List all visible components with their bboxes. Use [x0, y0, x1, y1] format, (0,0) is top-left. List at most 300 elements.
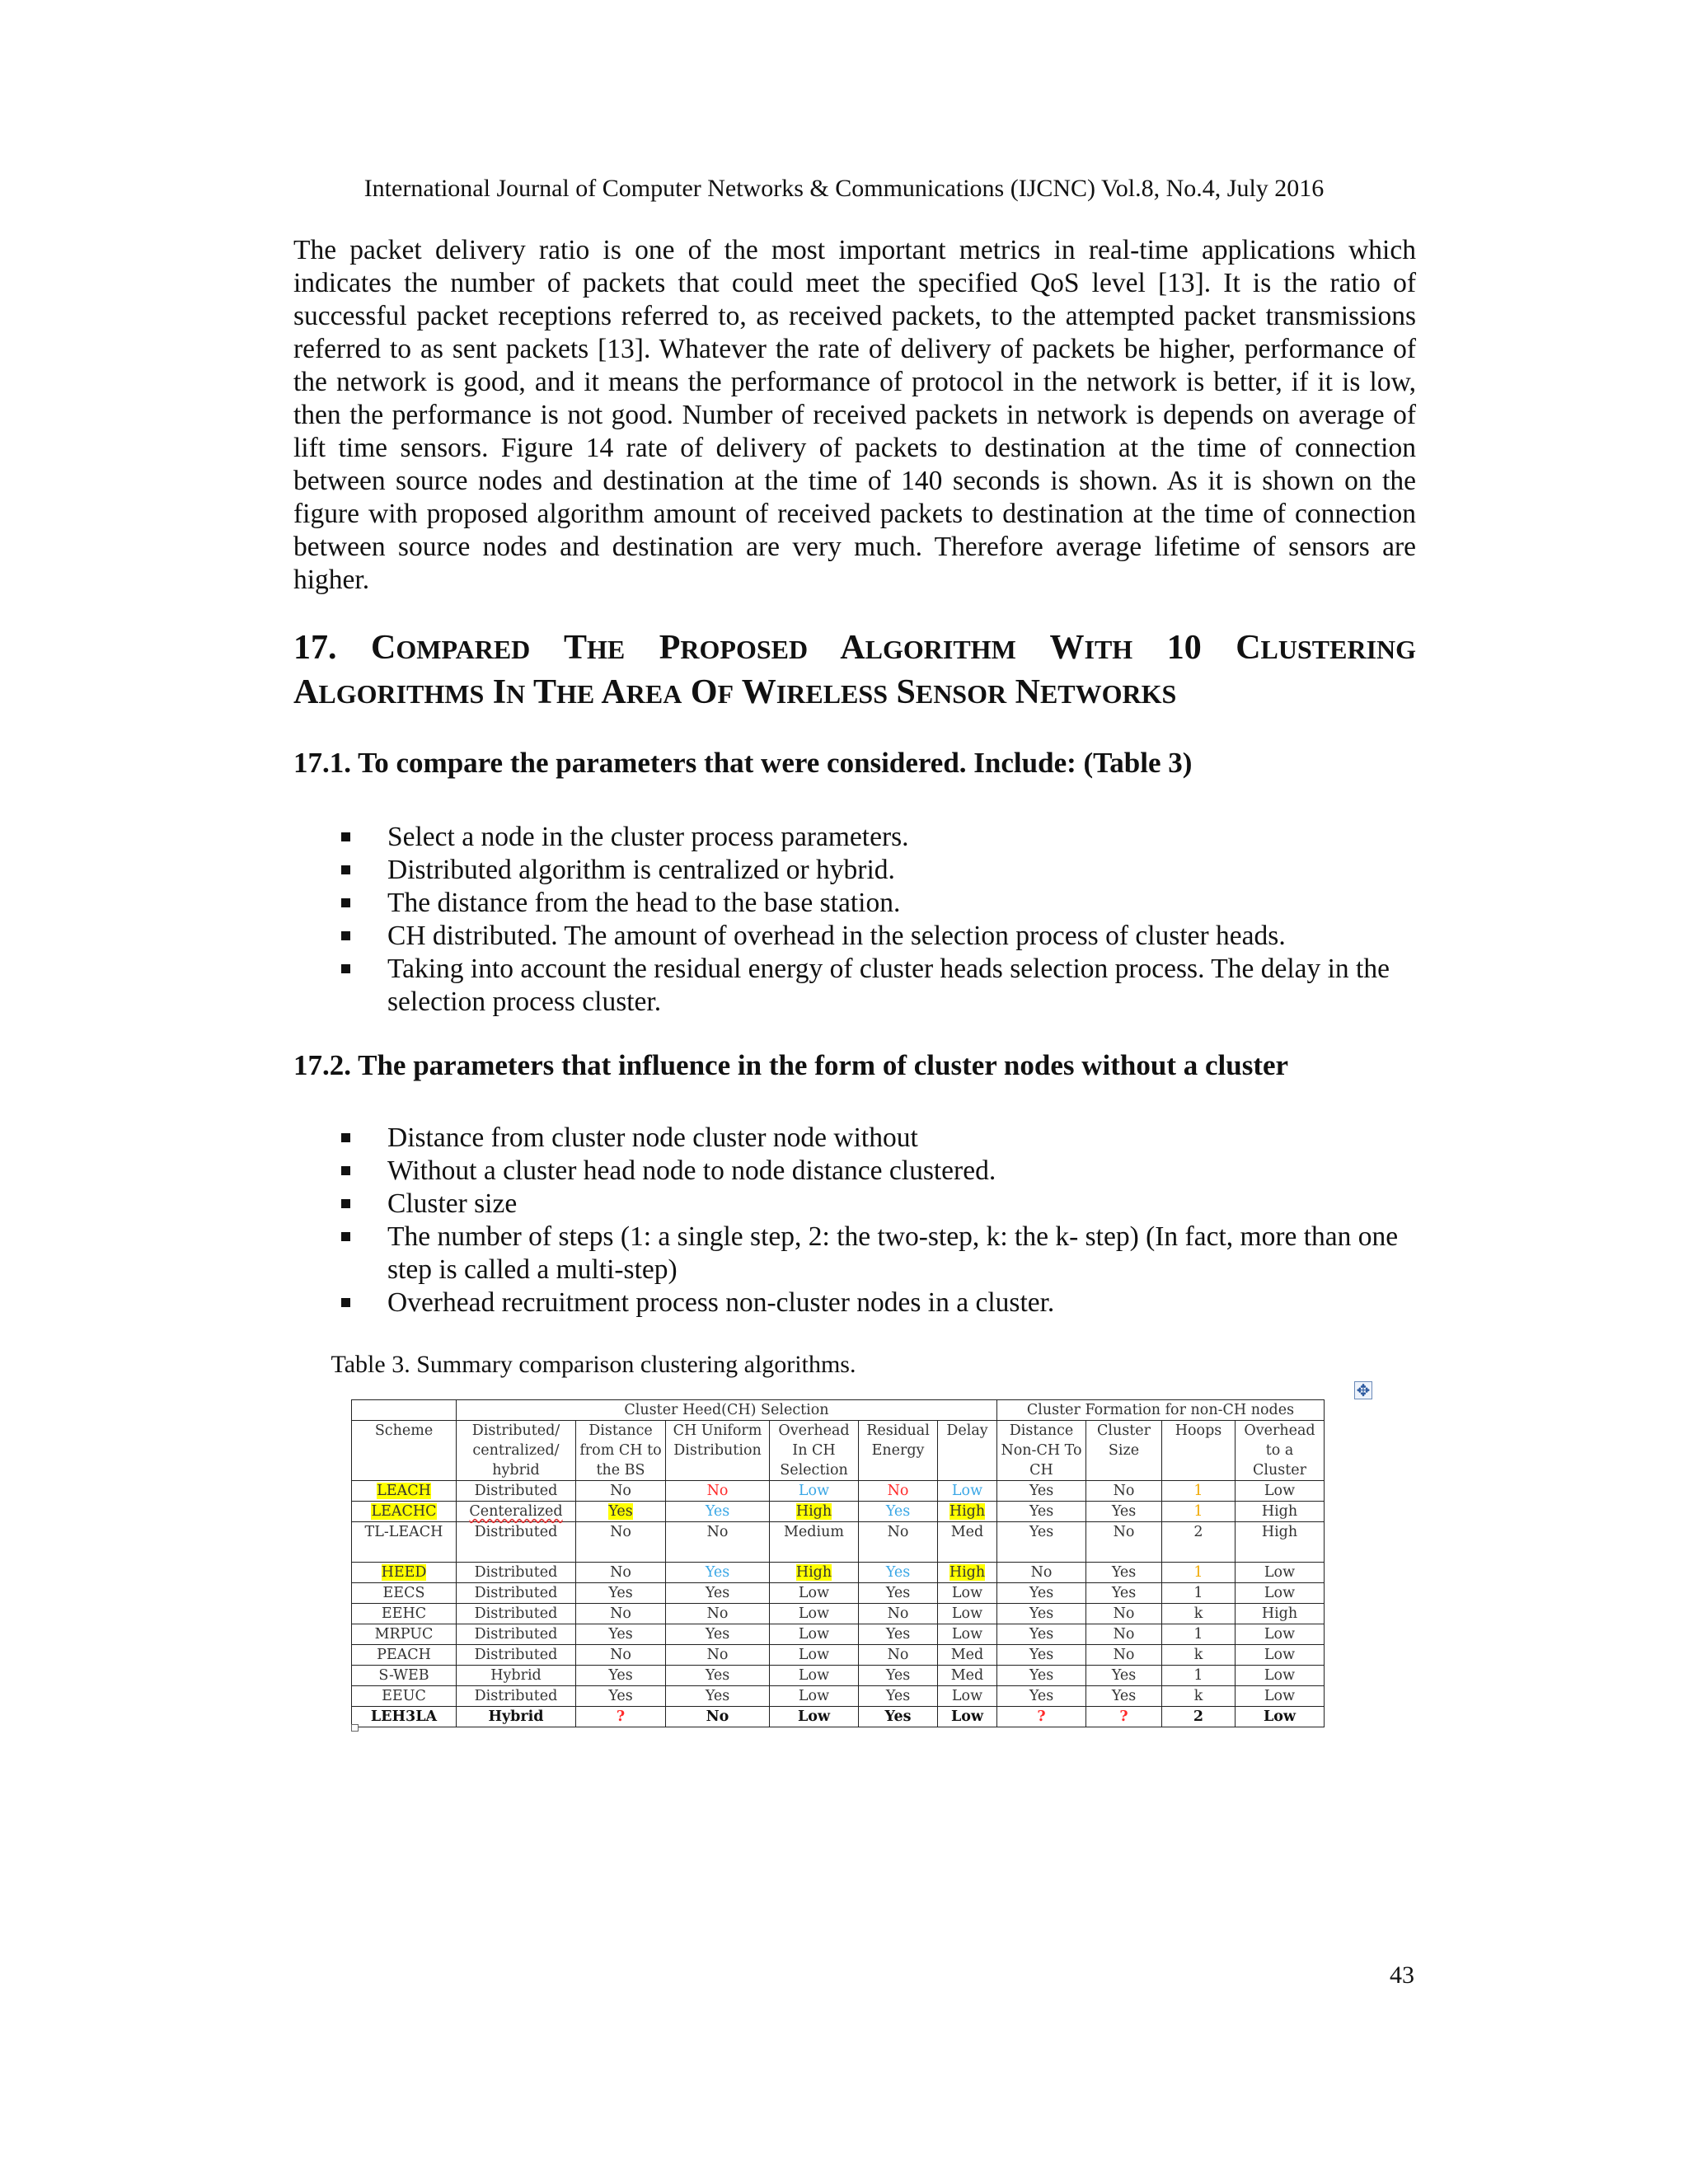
table-cell [938, 1563, 997, 1583]
cell-value: Yes [885, 1503, 911, 1520]
table-cell [576, 1583, 666, 1604]
running-header: International Journal of Computer Networks & Communications (IJCNC) Vol.8, No.4, July 2016 [363, 175, 1325, 202]
cell-value: No [1113, 1524, 1135, 1540]
table-cell [1086, 1686, 1162, 1707]
table-cell [938, 1707, 997, 1727]
cell-value: Low [951, 1605, 983, 1622]
table-cell [666, 1563, 770, 1583]
list-item: The number of steps (1: a single step, 2: the two-step, k: the k- step) (In fact, more than one step is called a multi-step) [293, 1221, 1431, 1286]
section-17-heading [293, 626, 1416, 715]
cell-value: Yes [885, 1585, 911, 1601]
cell-value: Low [1264, 1483, 1296, 1499]
cell-value: 1 [1193, 1626, 1203, 1643]
title-word: WITH [1049, 629, 1133, 667]
cell-value: ? [1119, 1708, 1128, 1725]
cell-value: Medium [784, 1524, 844, 1540]
table-cell [859, 1604, 938, 1624]
table-cell [1086, 1522, 1162, 1563]
cell-value: No [887, 1483, 909, 1499]
table-cell [997, 1563, 1086, 1583]
cell-value: High [1261, 1605, 1298, 1622]
table-cell [1086, 1604, 1162, 1624]
table-cell [457, 1624, 576, 1645]
cell-value: Yes [608, 1503, 633, 1520]
cell-value: No [706, 1647, 729, 1663]
cell-value: No [887, 1647, 909, 1663]
table-cell [352, 1481, 457, 1502]
table-cell [666, 1645, 770, 1666]
body-paragraph: The packet delivery ratio is one of the most important metrics in real-time applications which indicates the number of packets that could meet the specified QoS level [13]. It is the ratio of successful packet receptions referred to, as received packets, to the attempted packet transmissions referred to as sent packets [13]. Whatever the rate of delivery of packets be higher, performance of the network is good, and it means the performance of protocol in the network is better, if it is low, then the performance is not good. Number of received packets in network is depends on average of lift time sensors. Figure 14 rate of delivery of packets to destination at the time of connection between source nodes and destination at the time of 140 seconds is shown. As it is shown on the figure with proposed algorithm amount of received packets to destination at the time of connection between source nodes and destination are very much. Therefore average lifetime of sensors are higher. [293, 235, 1416, 595]
cell-value: Distributed [474, 1688, 558, 1704]
table-cell [1162, 1522, 1236, 1563]
table-cell [997, 1502, 1086, 1522]
subsection-17-2-heading: 17.2. The parameters that influence in the form of cluster nodes without a cluster [293, 1049, 1289, 1081]
cell-value: Yes [608, 1585, 633, 1601]
table-header-cell [352, 1400, 457, 1421]
cell-value: ? [616, 1708, 626, 1725]
table-cell [457, 1707, 576, 1727]
cell-value: Yes [705, 1667, 730, 1684]
table-cell [352, 1502, 457, 1522]
table-caption: Table 3. Summary comparison clustering algorithms. [331, 1351, 856, 1378]
cell-value: Yes [1029, 1585, 1054, 1601]
cell-value: Distributed [474, 1605, 558, 1622]
table-cell [352, 1604, 457, 1624]
cell-value: Yes [705, 1688, 730, 1704]
table-cell [1086, 1707, 1162, 1727]
cell-value: No [1113, 1605, 1135, 1622]
cell-value: Distributed [474, 1564, 558, 1581]
cell-value: EEHC [381, 1605, 427, 1622]
cell-value: Yes [705, 1564, 730, 1581]
table-cell [1162, 1624, 1236, 1645]
table-cell [457, 1502, 576, 1522]
table-cell [576, 1522, 666, 1563]
cell-value: No [610, 1564, 631, 1581]
table-cell [859, 1563, 938, 1583]
table-cell [1236, 1707, 1325, 1727]
cell-value: No [706, 1708, 729, 1725]
cell-value: Low [1264, 1626, 1296, 1643]
table-cell [1086, 1481, 1162, 1502]
page-number: 43 [1390, 1961, 1414, 1989]
title-word: AREA [601, 673, 682, 711]
table-cell [770, 1645, 859, 1666]
cell-value: Low [798, 1667, 830, 1684]
cell-value: Yes [885, 1626, 911, 1643]
table-cell [1086, 1502, 1162, 1522]
table-cell [938, 1522, 997, 1563]
table-cell [1086, 1666, 1162, 1686]
table-row [352, 1481, 1325, 1502]
cell-value: Low [1264, 1564, 1296, 1581]
table-cell [859, 1624, 938, 1645]
subsection-17-2-bullets [293, 1122, 1431, 1319]
cell-value: Med [950, 1667, 984, 1684]
table-cell [997, 1522, 1086, 1563]
section-title [293, 629, 1416, 711]
table-cell [576, 1563, 666, 1583]
cell-value: Centeralized [469, 1503, 563, 1520]
cell-value: No [887, 1605, 909, 1622]
title-word: PROPOSED [659, 629, 809, 667]
cell-value: Yes [705, 1626, 730, 1643]
cell-value: Yes [1029, 1605, 1054, 1622]
cell-value: Med [950, 1524, 984, 1540]
table-cell [1236, 1481, 1325, 1502]
column-header: Overhead In CH Selection [770, 1421, 859, 1481]
table-cell [859, 1666, 938, 1686]
table-cell [770, 1563, 859, 1583]
cell-value: Low [798, 1605, 830, 1622]
cell-value: High [795, 1564, 832, 1581]
cell-value: Low [798, 1647, 830, 1663]
cell-value: Yes [1029, 1503, 1054, 1520]
table-cell [666, 1666, 770, 1686]
table-cell [457, 1666, 576, 1686]
subsection-17-1-heading: 17.1. To compare the parameters that were considered. Include: (Table 3) [293, 747, 1193, 779]
table-cell [859, 1707, 938, 1727]
cell-value: Low [950, 1708, 984, 1725]
table-cell [1162, 1666, 1236, 1686]
cell-value: Low [1264, 1667, 1296, 1684]
table-cell [1086, 1563, 1162, 1583]
table-row [352, 1686, 1325, 1707]
cell-value: No [610, 1647, 631, 1663]
table-cell [457, 1481, 576, 1502]
table-cell [770, 1481, 859, 1502]
table-cell [770, 1522, 859, 1563]
table-cell [997, 1583, 1086, 1604]
table-cell [666, 1583, 770, 1604]
cell-value: Yes [1029, 1483, 1054, 1499]
cell-value: Yes [1111, 1688, 1137, 1704]
comparison-table-wrapper [351, 1399, 1325, 1727]
cell-value: No [706, 1483, 729, 1499]
cell-value: Hybrid [490, 1667, 542, 1684]
column-header: Distance from CH to the BS [576, 1421, 666, 1481]
table-cell [938, 1481, 997, 1502]
table-cell [1086, 1624, 1162, 1645]
table-cell [352, 1666, 457, 1686]
table-row [352, 1645, 1325, 1666]
table-cell [1162, 1502, 1236, 1522]
table-cell [1162, 1481, 1236, 1502]
table-cell [997, 1624, 1086, 1645]
cell-value: No [610, 1483, 631, 1499]
table-row [352, 1502, 1325, 1522]
cell-value: 1 [1193, 1483, 1203, 1499]
table-cell [1162, 1583, 1236, 1604]
cell-value: No [1113, 1647, 1135, 1663]
cell-value: EECS [382, 1585, 425, 1601]
table-cell [859, 1645, 938, 1666]
cell-value: Distributed [474, 1585, 558, 1601]
cell-value: Low [951, 1626, 983, 1643]
table-cell [576, 1645, 666, 1666]
cell-value: High [949, 1503, 986, 1520]
cell-value: Yes [1029, 1524, 1054, 1540]
cell-value: Yes [885, 1667, 911, 1684]
table-cell [576, 1481, 666, 1502]
table-cell [770, 1707, 859, 1727]
table-cell [859, 1522, 938, 1563]
table-cell [457, 1522, 576, 1563]
table-cell [1236, 1645, 1325, 1666]
table-cell [938, 1604, 997, 1624]
table-cell [352, 1563, 457, 1583]
cell-value: LEACHC [371, 1503, 437, 1520]
table-cell [1086, 1645, 1162, 1666]
title-word: ALGORITHM [840, 629, 1016, 667]
cell-value: Yes [608, 1667, 633, 1684]
cell-value: Distributed [474, 1647, 558, 1663]
table-cell [770, 1624, 859, 1645]
table-cell [770, 1604, 859, 1624]
table-cell [457, 1686, 576, 1707]
cell-value: Distributed [474, 1483, 558, 1499]
cell-value: Yes [1111, 1585, 1137, 1601]
cell-value: Low [798, 1483, 830, 1499]
cell-value: PEACH [377, 1647, 431, 1663]
cell-value: No [887, 1524, 909, 1540]
table-cell [457, 1563, 576, 1583]
cell-value: High [1261, 1503, 1298, 1520]
table-cell [1236, 1686, 1325, 1707]
table-cell [1162, 1563, 1236, 1583]
table-cell [997, 1666, 1086, 1686]
table-cell [1236, 1583, 1325, 1604]
cell-value: Yes [1029, 1688, 1054, 1704]
cell-value: Yes [1029, 1667, 1054, 1684]
list-item: Distance from cluster node cluster node without [293, 1122, 1431, 1155]
cell-value: High [1261, 1524, 1298, 1540]
table-cell [576, 1707, 666, 1727]
table-cell [1236, 1502, 1325, 1522]
table-cell [666, 1604, 770, 1624]
cell-value: 1 [1193, 1564, 1203, 1581]
table-cell [1162, 1604, 1236, 1624]
list-item: Overhead recruitment process non-cluster nodes in a cluster. [293, 1286, 1431, 1319]
table-cell [938, 1686, 997, 1707]
list-item: Distributed algorithm is centralized or hybrid. [293, 854, 1431, 887]
table-cell [352, 1686, 457, 1707]
cell-value: Yes [1029, 1626, 1054, 1643]
cell-value: Low [798, 1626, 830, 1643]
table-cell [1236, 1666, 1325, 1686]
table-cell [859, 1583, 938, 1604]
cell-value: Low [1263, 1708, 1296, 1725]
table-cell [1236, 1624, 1325, 1645]
cell-value: k [1193, 1647, 1203, 1663]
table-cell [1162, 1707, 1236, 1727]
title-word: WIRELESS [741, 673, 888, 711]
table-row [352, 1522, 1325, 1563]
cell-value: Low [1264, 1647, 1296, 1663]
cell-value: 1 [1193, 1585, 1203, 1601]
title-word: COMPARED [371, 629, 531, 667]
cell-value: Distributed [474, 1524, 558, 1540]
table-cell [576, 1604, 666, 1624]
title-word: CLUSTERING [1236, 629, 1417, 667]
cell-value: Yes [705, 1503, 730, 1520]
section-number: 17. [293, 629, 337, 667]
cell-value: MRPUC [374, 1626, 434, 1643]
cell-value: 2 [1193, 1524, 1203, 1540]
table-cell [666, 1481, 770, 1502]
cell-value: Yes [885, 1688, 911, 1704]
table-cell [576, 1666, 666, 1686]
cell-value: No [706, 1605, 729, 1622]
table-cell [457, 1645, 576, 1666]
cell-value: EEUC [382, 1688, 426, 1704]
cell-value: Yes [1111, 1564, 1137, 1581]
cell-value: Low [798, 1688, 830, 1704]
table-cell [666, 1686, 770, 1707]
table-cell [457, 1604, 576, 1624]
table-cell [666, 1522, 770, 1563]
cell-value: S-WEB [378, 1667, 429, 1684]
group-header-cluster-formation: Cluster Formation for non-CH nodes [997, 1400, 1325, 1421]
table-cell [1236, 1522, 1325, 1563]
cell-value: Low [951, 1585, 983, 1601]
title-word: THE [532, 673, 595, 711]
table-cell [997, 1707, 1086, 1727]
table-row [352, 1666, 1325, 1686]
table-cell [352, 1522, 457, 1563]
cell-value: ? [1037, 1708, 1046, 1725]
cell-value: Yes [705, 1585, 730, 1601]
table-row [352, 1583, 1325, 1604]
table-cell [938, 1645, 997, 1666]
cell-value: k [1193, 1605, 1203, 1622]
table-cell [666, 1502, 770, 1522]
table-cell [997, 1604, 1086, 1624]
table-cell [770, 1686, 859, 1707]
column-header: Scheme [352, 1421, 457, 1481]
cell-value: 1 [1193, 1503, 1203, 1520]
title-word: 10 [1166, 629, 1202, 667]
cell-value: No [610, 1605, 631, 1622]
table-cell [1162, 1645, 1236, 1666]
table-cell [1236, 1604, 1325, 1624]
cell-value: Yes [885, 1564, 911, 1581]
column-header: Overhead to a Cluster [1236, 1421, 1325, 1481]
cell-value: 2 [1193, 1708, 1204, 1725]
cell-value: LEACH [377, 1483, 431, 1499]
cell-value: Yes [1111, 1667, 1137, 1684]
table-row [352, 1604, 1325, 1624]
cell-value: Hybrid [488, 1708, 544, 1725]
cell-value: Low [951, 1688, 983, 1704]
cell-value: k [1193, 1688, 1203, 1704]
table-cell [938, 1502, 997, 1522]
table-move-handle-icon[interactable]: ✥ [1354, 1381, 1372, 1399]
list-item: CH distributed. The amount of overhead in the selection process of cluster heads. [293, 920, 1431, 953]
table-cell [997, 1645, 1086, 1666]
table-row [352, 1563, 1325, 1583]
title-word: IN [492, 673, 526, 711]
cell-value: No [706, 1524, 729, 1540]
table-cell [938, 1624, 997, 1645]
list-item: Without a cluster head node to node distance clustered. [293, 1155, 1431, 1188]
cell-value: High [795, 1503, 832, 1520]
table-cell [576, 1624, 666, 1645]
table-cell [859, 1502, 938, 1522]
cell-value: Med [950, 1647, 984, 1663]
table-cell [770, 1583, 859, 1604]
cell-value: Low [798, 1585, 830, 1601]
list-item: The distance from the head to the base station. [293, 887, 1431, 920]
cell-value: No [1113, 1626, 1135, 1643]
cell-value: No [1030, 1564, 1053, 1581]
column-header: Residual Energy [859, 1421, 938, 1481]
list-item: Taking into account the residual energy of cluster heads selection process. The delay in the selection process cluster. [293, 953, 1431, 1019]
cell-value: Yes [884, 1708, 912, 1725]
table-cell [666, 1624, 770, 1645]
table-cell [770, 1666, 859, 1686]
table-cell [352, 1624, 457, 1645]
table-cell [997, 1686, 1086, 1707]
title-word: OF [690, 673, 734, 711]
table-cell [352, 1707, 457, 1727]
table-cell [770, 1502, 859, 1522]
title-word: ALGORITHMS [293, 673, 485, 711]
list-item: Cluster size [293, 1188, 1431, 1221]
table-cell [859, 1481, 938, 1502]
cell-value: Yes [1111, 1503, 1137, 1520]
cell-value: Distributed [474, 1626, 558, 1643]
subsection-17-1-bullets [293, 821, 1431, 1019]
title-word: SENSOR [896, 673, 1007, 711]
title-word: NETWORKS [1015, 673, 1177, 711]
title-word: THE [564, 629, 626, 667]
cell-value: Yes [608, 1688, 633, 1704]
cell-value: Low [1264, 1585, 1296, 1601]
cell-value: No [1113, 1483, 1135, 1499]
column-header: Hoops [1162, 1421, 1236, 1481]
table-cell [576, 1502, 666, 1522]
table-cell [352, 1583, 457, 1604]
cell-value: TL-LEACH [364, 1524, 443, 1540]
cell-value: HEED [381, 1564, 427, 1581]
table-cell [938, 1583, 997, 1604]
column-header: Cluster Size [1086, 1421, 1162, 1481]
cell-value: No [610, 1524, 631, 1540]
table-row [352, 1624, 1325, 1645]
cell-value: Low [797, 1708, 831, 1725]
table-cell [576, 1686, 666, 1707]
table-row [352, 1707, 1325, 1727]
cell-value: High [949, 1564, 986, 1581]
table-resize-handle[interactable] [351, 1724, 359, 1732]
list-item: Select a node in the cluster process parameters. [293, 821, 1431, 854]
column-header: Delay [938, 1421, 997, 1481]
table-cell [997, 1481, 1086, 1502]
cell-value: LEH3LA [370, 1708, 438, 1725]
comparison-table [351, 1399, 1325, 1727]
cell-value: Yes [608, 1626, 633, 1643]
table-cell [666, 1707, 770, 1727]
table-cell [1236, 1563, 1325, 1583]
column-header: Distributed/ centralized/ hybrid [457, 1421, 576, 1481]
group-header-ch-selection: Cluster Heed(CH) Selection [457, 1400, 997, 1421]
cell-value: Low [1264, 1688, 1296, 1704]
table-cell [457, 1583, 576, 1604]
table-cell [938, 1666, 997, 1686]
column-header: Distance Non-CH To CH [997, 1421, 1086, 1481]
cell-value: Low [951, 1483, 983, 1499]
